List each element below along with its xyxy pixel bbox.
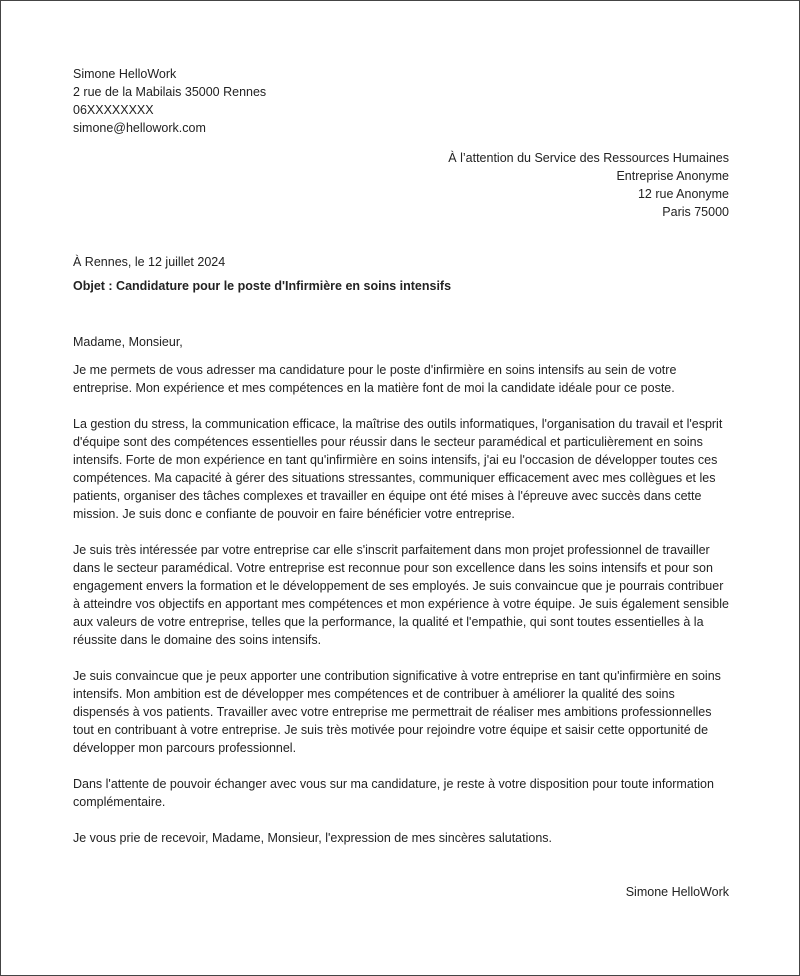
recipient-attention: À l’attention du Service des Ressources Humaines: [448, 151, 729, 165]
letter-signature: Simone HelloWork: [625, 885, 729, 899]
sender-address: 2 rue de la Mabilais 35000 Rennes: [73, 85, 267, 99]
recipient-street: 12 rue Anonyme: [637, 187, 729, 201]
paragraph-introduction: Je me permets de vous adresser ma candidature pour le poste d'infirmière en soins intensifs au sein de votre entreprise. Mon expérience et mes compétences en la matière font de moi la candidate idéale pour ce poste.: [73, 363, 677, 395]
recipient-company: Entreprise Anonyme: [616, 169, 729, 183]
letter-date: À Rennes, le 12 juillet 2024: [73, 255, 226, 269]
sender-block: [73, 65, 729, 137]
sender-phone: 06XXXXXXXX: [73, 103, 154, 117]
paragraph-availability: Dans l'attente de pouvoir échanger avec vous sur ma candidature, je reste à votre disposition pour toute information complémentaire.: [73, 777, 714, 809]
sender-email: simone@hellowork.com: [73, 121, 206, 135]
letter-subject: Objet : Candidature pour le poste d'Infirmière en soins intensifs: [73, 279, 452, 293]
letter-closing: Je vous prie de recevoir, Madame, Monsieur, l'expression de mes sincères salutations.: [73, 831, 553, 845]
letter-body: [73, 65, 729, 901]
paragraph-company-interest: Je suis très intéressée par votre entreprise car elle s'inscrit parfaitement dans mon projet professionnel de travailler dans le secteur paramédical. Votre entreprise est reconnue pour son excellence dans les soins intensifs et pour son engagement envers la formation et le développement de ses employés. Je suis convaincue que je pourrais contribuer à atteindre vos objectifs en apportant mes compétences et mon expérience à votre équipe. Je suis également sensible aux valeurs de votre entreprise, telles que la performance, la qualité et l'empathie, qui sont toutes essentielles à la réussite dans le domaine des soins intensifs.: [73, 543, 729, 647]
recipient-block: [73, 149, 729, 221]
letter-greeting: Madame, Monsieur,: [73, 335, 183, 349]
paragraph-skills: La gestion du stress, la communication efficace, la maîtrise des outils informatiques, l'organisation du travail et l'esprit d'équipe sont des compétences essentielles pour réussir dans le secteur paramédical et particulièrement en soins intensifs. Forte de mon expérience en tant qu'infirmière en soins intensifs, j'ai eu l'occasion de développer toutes ces compétences. Ma capacité à gérer des situations stressantes, communiquer efficacement avec mes collègues et les patients, organiser des tâches complexes et travailler en équipe ont été mises à l'épreuve avec succès dans cette mission. Je suis donc e confiante de pouvoir en faire bénéficier votre entreprise.: [73, 417, 723, 521]
recipient-city: Paris 75000: [662, 205, 729, 219]
sender-name: Simone HelloWork: [73, 67, 177, 81]
paragraph-contribution: Je suis convaincue que je peux apporter une contribution significative à votre entreprise en tant qu'infirmière en soins intensifs. Mon ambition est de développer mes compétences et de contribuer à améliorer la qualité des soins dispensés à vos patients. Travailler avec votre entreprise me permettrait de réaliser mes ambitions professionnelles tout en contribuant à votre entreprise. Je suis très motivée pour rejoindre votre équipe et saisir cette opportunité de développer mon parcours professionnel.: [73, 669, 721, 755]
